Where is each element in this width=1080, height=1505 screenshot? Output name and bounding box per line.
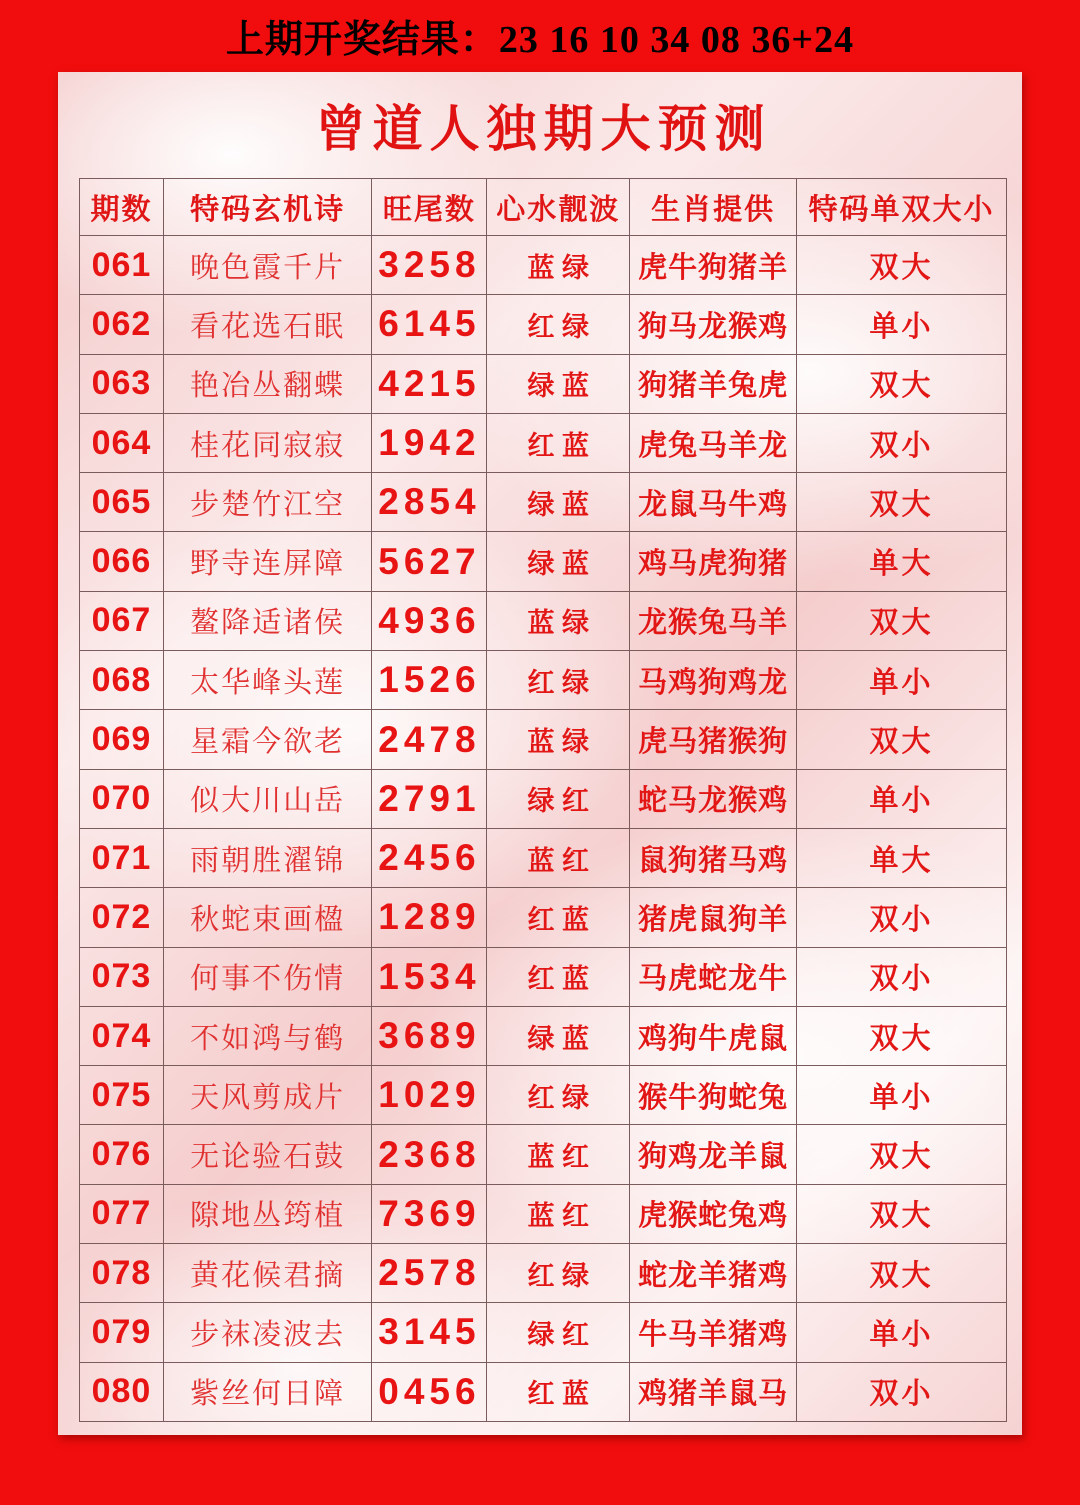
cell-issue: 078 [80, 1244, 164, 1303]
cell-wave: 绿 蓝 [487, 473, 630, 532]
cell-tail: 4215 [372, 354, 487, 413]
table-row [80, 947, 1007, 1006]
cell-zodiac: 虎牛狗猪羊 [630, 236, 797, 295]
cell-tail: 4936 [372, 591, 487, 650]
cell-tail: 1029 [372, 1066, 487, 1125]
table-row [80, 651, 1007, 710]
cell-tail: 2368 [372, 1125, 487, 1184]
cell-wave: 红 绿 [487, 651, 630, 710]
cell-zodiac: 狗猪羊兔虎 [630, 354, 797, 413]
cell-issue: 061 [80, 236, 164, 295]
cell-issue: 068 [80, 651, 164, 710]
table-head [80, 179, 1007, 236]
cell-issue: 076 [80, 1125, 164, 1184]
cell-parity: 双大 [797, 591, 1007, 650]
cell-issue: 070 [80, 769, 164, 828]
cell-wave: 蓝 绿 [487, 236, 630, 295]
page-title: 曾道人独期大预测 [315, 101, 772, 157]
table-row [80, 888, 1007, 947]
cell-parity: 单小 [797, 1066, 1007, 1125]
previous-draw-banner [0, 0, 1080, 72]
cell-parity: 单小 [797, 1303, 1007, 1362]
cell-tail: 1526 [372, 651, 487, 710]
cell-issue: 072 [80, 888, 164, 947]
table-header-row [80, 179, 1007, 236]
cell-wave: 蓝 绿 [487, 710, 630, 769]
cell-poem: 晚色霞千片 [163, 236, 372, 295]
table-row [80, 1184, 1007, 1243]
cell-parity: 双大 [797, 236, 1007, 295]
cell-parity: 单大 [797, 532, 1007, 591]
cell-wave: 蓝 绿 [487, 591, 630, 650]
cell-issue: 067 [80, 591, 164, 650]
table-row [80, 236, 1007, 295]
table-row [80, 828, 1007, 887]
cell-wave: 红 蓝 [487, 1362, 630, 1421]
cell-tail: 1534 [372, 947, 487, 1006]
cell-poem: 隙地丛筠植 [163, 1184, 372, 1243]
cell-zodiac: 龙猴兔马羊 [630, 591, 797, 650]
table-body [80, 236, 1007, 1422]
cell-wave: 红 绿 [487, 1244, 630, 1303]
cell-zodiac: 猴牛狗蛇兔 [630, 1066, 797, 1125]
prediction-table [79, 178, 1007, 1422]
cell-poem: 何事不伤情 [163, 947, 372, 1006]
cell-zodiac: 狗马龙猴鸡 [630, 295, 797, 354]
cell-poem: 太华峰头莲 [163, 651, 372, 710]
cell-zodiac: 鸡狗牛虎鼠 [630, 1006, 797, 1065]
cell-poem: 无论验石鼓 [163, 1125, 372, 1184]
table-row [80, 1362, 1007, 1421]
cell-wave: 蓝 红 [487, 1184, 630, 1243]
cell-parity: 双小 [797, 888, 1007, 947]
cell-tail: 3258 [372, 236, 487, 295]
table-row [80, 532, 1007, 591]
cell-zodiac: 鼠狗猪马鸡 [630, 828, 797, 887]
cell-zodiac: 马虎蛇龙牛 [630, 947, 797, 1006]
cell-tail: 5627 [372, 532, 487, 591]
cell-wave: 蓝 红 [487, 1125, 630, 1184]
prediction-panel [58, 72, 1022, 1435]
cell-poem: 艳冶丛翻蝶 [163, 354, 372, 413]
cell-zodiac: 猪虎鼠狗羊 [630, 888, 797, 947]
cell-poem: 秋蛇束画楹 [163, 888, 372, 947]
cell-poem: 天风剪成片 [163, 1066, 372, 1125]
table-row [80, 473, 1007, 532]
cell-zodiac: 龙鼠马牛鸡 [630, 473, 797, 532]
table-row [80, 1066, 1007, 1125]
cell-zodiac: 鸡马虎狗猪 [630, 532, 797, 591]
cell-poem: 不如鸿与鹤 [163, 1006, 372, 1065]
cell-zodiac: 狗鸡龙羊鼠 [630, 1125, 797, 1184]
cell-parity: 双大 [797, 1125, 1007, 1184]
cell-zodiac: 虎猴蛇兔鸡 [630, 1184, 797, 1243]
column-header-issue: 期数 [80, 179, 164, 236]
table-row [80, 769, 1007, 828]
cell-tail: 7369 [372, 1184, 487, 1243]
cell-issue: 063 [80, 354, 164, 413]
cell-issue: 075 [80, 1066, 164, 1125]
cell-poem: 黄花候君摘 [163, 1244, 372, 1303]
cell-tail: 3689 [372, 1006, 487, 1065]
cell-wave: 红 绿 [487, 1066, 630, 1125]
cell-issue: 062 [80, 295, 164, 354]
cell-zodiac: 蛇马龙猴鸡 [630, 769, 797, 828]
cell-parity: 单大 [797, 828, 1007, 887]
cell-parity: 双小 [797, 947, 1007, 1006]
cell-parity: 双小 [797, 1362, 1007, 1421]
cell-wave: 绿 红 [487, 1303, 630, 1362]
cell-wave: 红 蓝 [487, 888, 630, 947]
cell-wave: 红 绿 [487, 295, 630, 354]
cell-issue: 077 [80, 1184, 164, 1243]
column-header-tail: 旺尾数 [372, 179, 487, 236]
previous-draw-result-text: 上期开奖结果：23 16 10 34 08 36+24 [225, 19, 855, 61]
column-header-parity: 特码单双大小 [797, 179, 1007, 236]
cell-issue: 065 [80, 473, 164, 532]
table-row [80, 1303, 1007, 1362]
cell-poem: 野寺连屏障 [163, 532, 372, 591]
cell-parity: 双小 [797, 413, 1007, 472]
cell-issue: 073 [80, 947, 164, 1006]
column-header-zodiac: 生肖提供 [630, 179, 797, 236]
table-row [80, 710, 1007, 769]
cell-zodiac: 虎马猪猴狗 [630, 710, 797, 769]
cell-wave: 蓝 红 [487, 828, 630, 887]
table-row [80, 413, 1007, 472]
cell-tail: 0456 [372, 1362, 487, 1421]
cell-poem: 紫丝何日障 [163, 1362, 372, 1421]
cell-parity: 双大 [797, 710, 1007, 769]
cell-zodiac: 鸡猪羊鼠马 [630, 1362, 797, 1421]
cell-poem: 鳌降适诸侯 [163, 591, 372, 650]
title-container [58, 72, 1022, 178]
cell-wave: 绿 蓝 [487, 532, 630, 591]
cell-tail: 6145 [372, 295, 487, 354]
cell-poem: 看花选石眠 [163, 295, 372, 354]
table-row [80, 1244, 1007, 1303]
cell-poem: 星霜今欲老 [163, 710, 372, 769]
cell-parity: 双大 [797, 473, 1007, 532]
cell-wave: 红 蓝 [487, 413, 630, 472]
cell-poem: 桂花同寂寂 [163, 413, 372, 472]
cell-poem: 步袜凌波去 [163, 1303, 372, 1362]
cell-zodiac: 牛马羊猪鸡 [630, 1303, 797, 1362]
column-header-wave: 心水靓波 [487, 179, 630, 236]
cell-parity: 双大 [797, 1244, 1007, 1303]
cell-issue: 080 [80, 1362, 164, 1421]
cell-tail: 2854 [372, 473, 487, 532]
table-row [80, 591, 1007, 650]
cell-wave: 绿 蓝 [487, 354, 630, 413]
cell-issue: 074 [80, 1006, 164, 1065]
cell-parity: 单小 [797, 295, 1007, 354]
cell-parity: 双大 [797, 1006, 1007, 1065]
cell-wave: 绿 蓝 [487, 1006, 630, 1065]
cell-issue: 079 [80, 1303, 164, 1362]
cell-tail: 2456 [372, 828, 487, 887]
cell-parity: 双大 [797, 354, 1007, 413]
cell-poem: 步楚竹江空 [163, 473, 372, 532]
cell-zodiac: 蛇龙羊猪鸡 [630, 1244, 797, 1303]
cell-zodiac: 虎兔马羊龙 [630, 413, 797, 472]
cell-tail: 1289 [372, 888, 487, 947]
cell-poem: 似大川山岳 [163, 769, 372, 828]
cell-issue: 071 [80, 828, 164, 887]
cell-parity: 单小 [797, 651, 1007, 710]
cell-wave: 红 蓝 [487, 947, 630, 1006]
cell-parity: 双大 [797, 1184, 1007, 1243]
cell-tail: 1942 [372, 413, 487, 472]
cell-tail: 2578 [372, 1244, 487, 1303]
cell-parity: 单小 [797, 769, 1007, 828]
table-row [80, 354, 1007, 413]
cell-issue: 066 [80, 532, 164, 591]
cell-issue: 069 [80, 710, 164, 769]
cell-tail: 2791 [372, 769, 487, 828]
table-row [80, 1125, 1007, 1184]
table-row [80, 1006, 1007, 1065]
cell-tail: 2478 [372, 710, 487, 769]
cell-tail: 3145 [372, 1303, 487, 1362]
cell-poem: 雨朝胜濯锦 [163, 828, 372, 887]
cell-issue: 064 [80, 413, 164, 472]
cell-wave: 绿 红 [487, 769, 630, 828]
column-header-poem: 特码玄机诗 [163, 179, 372, 236]
cell-zodiac: 马鸡狗鸡龙 [630, 651, 797, 710]
table-row [80, 295, 1007, 354]
